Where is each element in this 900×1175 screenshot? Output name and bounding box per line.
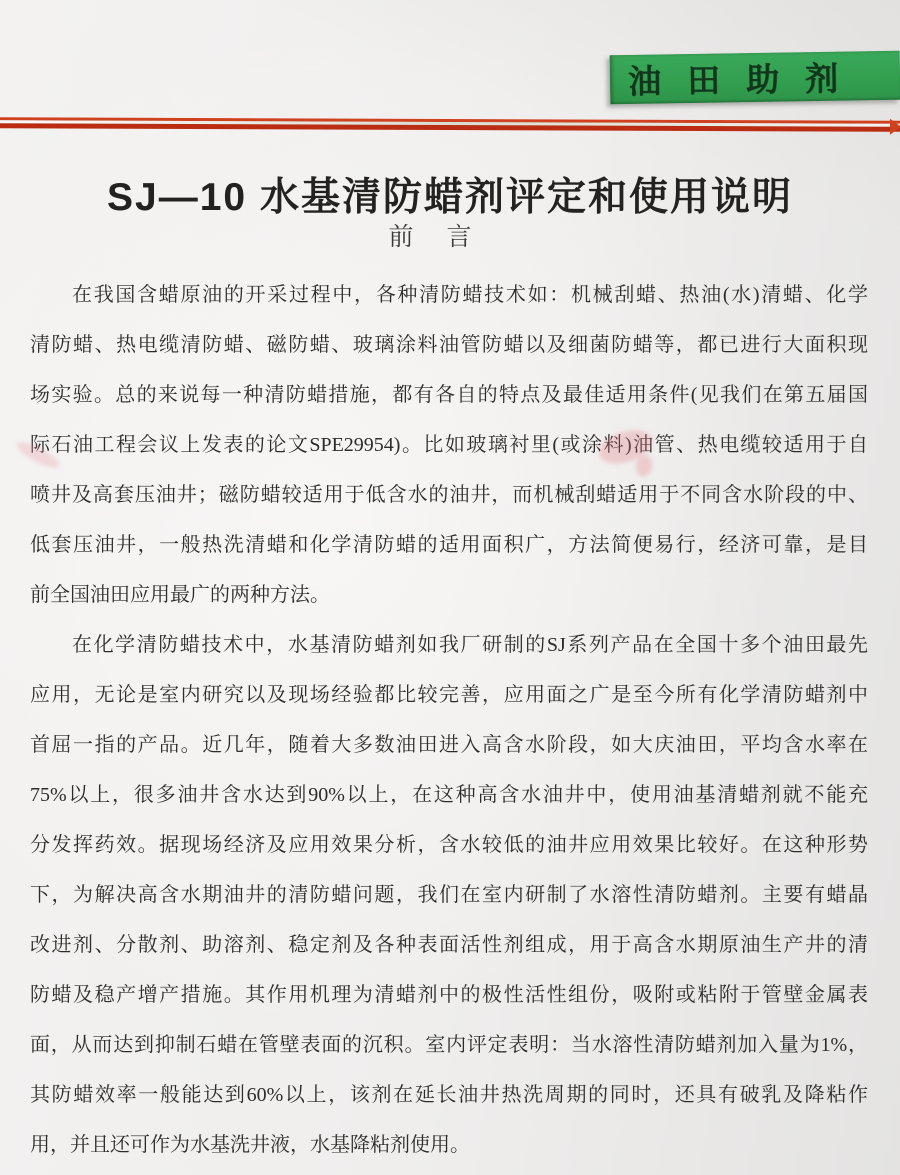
text-line: 首屈一指的产品。近几年，随着大多数油田进入高含水阶段，如大庆油田，平均含水率在 — [30, 734, 868, 756]
text-line: 面，从而达到抑制石蜡在管壁表面的沉积。室内评定表明：当水溶性清防蜡剂加入量为1%， — [30, 1034, 868, 1056]
text-line: 在我国含蜡原油的开采过程中，各种清防蜡技术如：机械刮蜡、热油(水)清蜡、化学 — [72, 284, 868, 306]
text-line: 用，并且还可作为水基洗井液，水基降粘剂使用。 — [30, 1134, 470, 1156]
preface-char-first: 前 — [388, 224, 414, 251]
text-line: 防蜡及稳产增产措施。其作用机理为清蜡剂中的极性活性组份，吸附或粘附于管壁金属表 — [30, 984, 868, 1006]
text-line: 应用，无论是室内研究以及现场经验都比较完善，应用面之广是至今所有化学清防蜡剂中 — [30, 684, 868, 706]
rule-arrow-icon — [890, 119, 900, 135]
text-line: 前全国油田应用最广的两种方法。 — [30, 584, 330, 606]
red-double-rule — [0, 117, 900, 131]
oilfield-additives-banner — [610, 51, 900, 105]
body-text — [30, 270, 868, 1170]
preface-char-second: 言 — [446, 224, 472, 251]
text-line: 分发挥药效。据现场经济及应用效果分析，含水较低的油井应用效果比较好。在这种形势 — [30, 834, 868, 856]
text-line: 清防蜡、热电缆清防蜡、磁防蜡、玻璃涂料油管防蜡以及细菌防蜡等，都已进行大面积现 — [30, 334, 868, 356]
text-line: 下，为解决高含水期油井的清防蜡问题，我们在室内研制了水溶性清防蜡剂。主要有蜡晶 — [30, 884, 868, 906]
banner-label: 油田助剂 — [627, 59, 865, 100]
page-title: SJ—10 水基清防蜡剂评定和使用说明 — [107, 176, 793, 219]
preface-heading — [0, 217, 880, 253]
text-line: 75%以上，很多油井含水达到90%以上，在这种高含水油井中，使用油基清蜡剂就不能充 — [30, 784, 868, 806]
text-line: 场实验。总的来说每一种清防蜡措施，都有各自的特点及最佳适用条件(见我们在第五届国 — [30, 384, 868, 406]
text-line: 际石油工程会议上发表的论文SPE29954)。比如玻璃衬里(或涂料)油管、热电缆较适用于自 — [30, 434, 868, 456]
text-line: 喷井及高套压油井；磁防蜡较适用于低含水的油井，而机械刮蜡适用于不同含水阶段的中、 — [30, 484, 868, 506]
text-line: 低套压油井，一般热洗清蜡和化学清防蜡的适用面积广，方法简便易行，经济可靠，是目 — [30, 534, 868, 556]
text-line: 改进剂、分散剂、助溶剂、稳定剂及各种表面活性剂组成，用于高含水期原油生产井的清 — [30, 934, 868, 956]
text-line: 在化学清防蜡技术中，水基清防蜡剂如我厂研制的SJ系列产品在全国十多个油田最先 — [72, 634, 868, 656]
text-line: 其防蜡效率一般能达到60%以上，该剂在延长油井热洗周期的同时，还具有破乳及降粘作 — [30, 1084, 868, 1106]
